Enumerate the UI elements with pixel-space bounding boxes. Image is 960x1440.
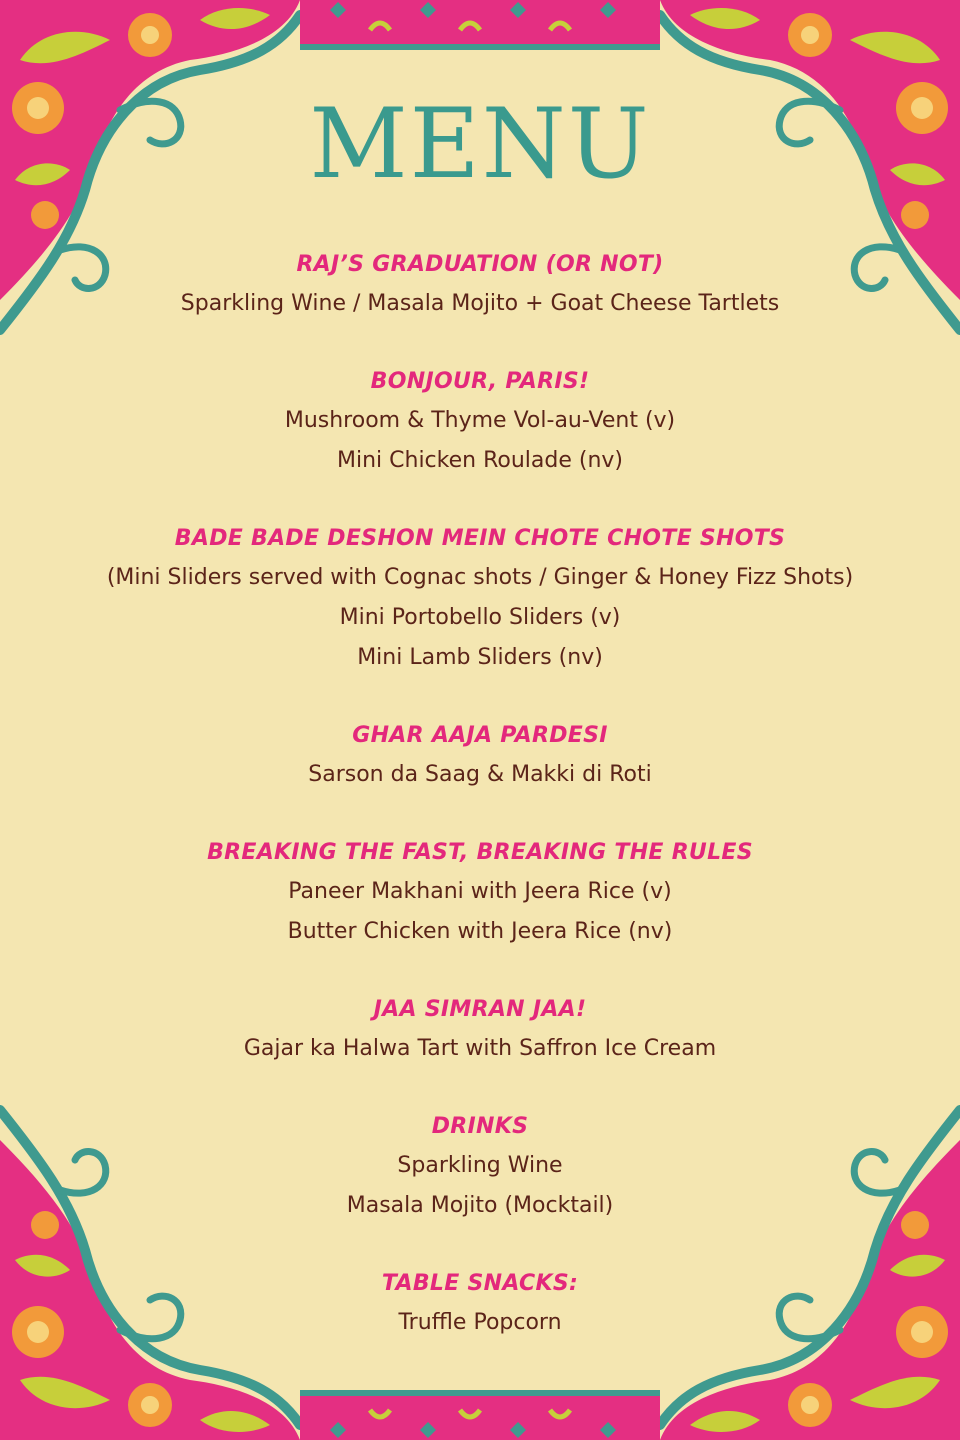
menu-item: Sarson da Saag & Makki di Roti (308, 762, 652, 787)
section-title: TABLE SNACKS: (381, 1271, 579, 1296)
menu-item: Sparkling Wine (397, 1153, 563, 1178)
section-title: BREAKING THE FAST, BREAKING THE RULES (207, 840, 753, 865)
menu-section (40, 1265, 920, 1343)
section-title: DRINKS (431, 1114, 529, 1139)
section-title: GHAR AAJA PARDESI (352, 723, 608, 748)
menu-item: Paneer Makhani with Jeera Rice (v) (288, 879, 672, 904)
section-title: JAA SIMRAN JAA! (373, 997, 587, 1022)
section-title: BADE BADE DESHON MEIN CHOTE CHOTE SHOTS (174, 526, 786, 551)
menu-item: Masala Mojito (Mocktail) (346, 1193, 614, 1218)
menu-list (40, 246, 920, 1382)
menu-item: Sparkling Wine / Masala Mojito + Goat Cheese Tartlets (180, 291, 780, 316)
menu-item: Mini Portobello Sliders (v) (339, 605, 621, 630)
menu-section (40, 1108, 920, 1226)
menu-item: Truffle Popcorn (398, 1310, 562, 1335)
menu-item: Mushroom & Thyme Vol-au-Vent (v) (284, 408, 676, 433)
menu-section (40, 520, 920, 678)
menu-section (40, 363, 920, 481)
menu-item: Gajar ka Halwa Tart with Saffron Ice Cream (243, 1036, 717, 1061)
menu-section (40, 834, 920, 952)
menu-item: Butter Chicken with Jeera Rice (nv) (287, 919, 673, 944)
menu-item: (Mini Sliders served with Cognac shots / Ginger & Honey Fizz Shots) (106, 565, 854, 590)
menu-section (40, 717, 920, 795)
menu-title: MENU (309, 88, 651, 200)
menu-item: Mini Lamb Sliders (nv) (357, 645, 603, 670)
menu-section (40, 246, 920, 324)
menu-item: Mini Chicken Roulade (nv) (337, 448, 623, 473)
menu-section (40, 991, 920, 1069)
section-title: BONJOUR, PARIS! (370, 369, 590, 394)
section-title: RAJ’S GRADUATION (OR NOT) (296, 252, 664, 277)
